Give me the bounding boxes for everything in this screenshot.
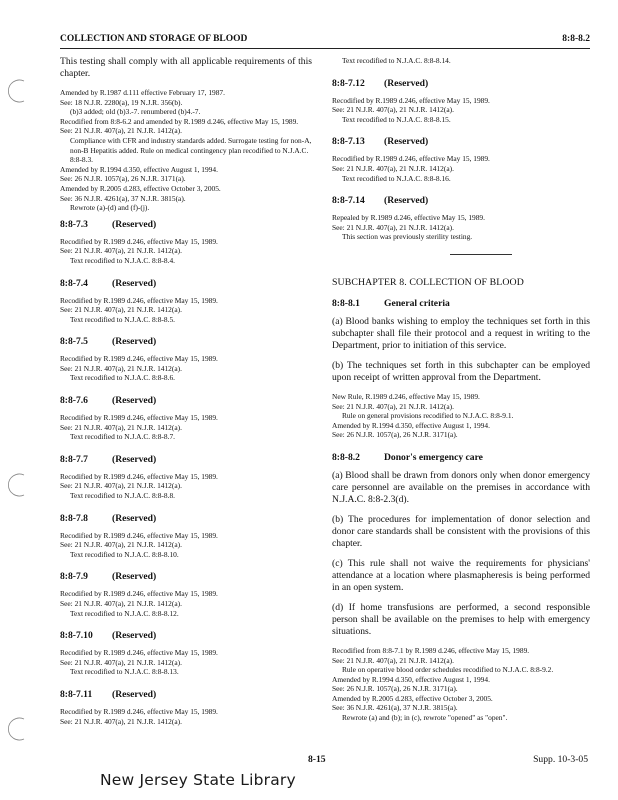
section-heading xyxy=(332,136,590,147)
section-heading xyxy=(60,630,312,641)
history-line: Recodified by R.1989 d.246, effective May 15, 1989. xyxy=(60,706,218,716)
section-number: 8:8-7.10 xyxy=(60,630,93,642)
section-title: (Reserved) xyxy=(112,277,157,289)
section-title: Donor's emergency care xyxy=(384,451,483,463)
history-line: This section was previously sterility testing. xyxy=(342,232,473,242)
history-line: See: 18 N.J.R. 2280(a), 19 N.J.R. 356(b). xyxy=(60,97,183,107)
rule-paragraph: (b) The procedures for implementation of donor selection and donor care standards shall be consistent with the provisions of this chapter. xyxy=(332,513,590,549)
history-line: Text recodified to N.J.A.C. 8:8-8.8. xyxy=(70,491,175,501)
rule-paragraph: (a) Blood shall be drawn from donors only when donor emergency care personnel are available on the premises in accordance with N.J.A.C. 8:8-2.3(d). xyxy=(332,469,590,505)
section-8-8-7-4 xyxy=(60,278,312,325)
section-number: 8:8-7.5 xyxy=(60,336,88,348)
history-note xyxy=(60,648,312,677)
section-title: (Reserved) xyxy=(112,630,157,642)
supplement-date: Supp. 10-3-05 xyxy=(533,754,588,765)
history-line: Amended by R.1987 d.111 effective February 17, 1987. xyxy=(60,88,225,97)
section-number: 8:8-7.4 xyxy=(60,277,88,289)
running-header xyxy=(60,34,590,48)
punch-hole-icon xyxy=(6,78,32,104)
history-line: See: 21 N.J.R. 407(a), 21 N.J.R. 1412(a). xyxy=(60,422,182,432)
history-line: Rewrote (a) and (b); in (c), rewrote "opened" as "open". xyxy=(342,713,508,723)
section-8-8-7-8 xyxy=(60,513,312,560)
history-line: Text recodified to N.J.A.C. 8:8-8.7. xyxy=(70,432,175,442)
history-line: Recodified from 8:8-7.1 by R.1989 d.246, effective May 15, 1989. xyxy=(332,645,530,655)
section-number: 8:8-8.1 xyxy=(332,297,360,309)
section-8-8-7-6 xyxy=(60,395,312,442)
history-line: See: 21 N.J.R. 407(a), 21 N.J.R. 1412(a). xyxy=(332,655,454,665)
section-title: (Reserved) xyxy=(112,688,157,700)
history-line: New Rule, R.1989 d.246, effective May 15, 1989. xyxy=(332,391,480,401)
history-line: Amended by R.1994 d.350, effective August 1, 1994. xyxy=(332,674,490,684)
rule-paragraph: (d) If home transfusions are performed, a second responsible person shall be available on the premises to help with emergency situations. xyxy=(332,601,590,637)
section-title: (Reserved) xyxy=(384,136,429,148)
section-heading xyxy=(60,278,312,289)
section-number: 8:8-7.6 xyxy=(60,395,88,407)
section-8-8-7-9 xyxy=(60,571,312,618)
section-8-8-7-12 xyxy=(332,78,590,125)
history-line: Recodified by R.1989 d.246, effective May 15, 1989. xyxy=(60,471,218,481)
history-line: Amended by R.1994 d.350, effective August 1, 1994. xyxy=(332,420,490,430)
history-line: See: 21 N.J.R. 407(a), 21 N.J.R. 1412(a). xyxy=(60,126,182,136)
history-note xyxy=(332,96,590,125)
history-note xyxy=(332,646,590,723)
section-number: 8:8-7.3 xyxy=(60,218,88,230)
history-line: See: 21 N.J.R. 407(a), 21 N.J.R. 1412(a). xyxy=(60,305,182,315)
history-note xyxy=(60,707,312,726)
section-heading xyxy=(332,78,590,89)
section-8-8-7-7 xyxy=(60,454,312,501)
section-number: 8:8-7.12 xyxy=(332,77,365,89)
rule-paragraph: (a) Blood banks wishing to employ the techniques set forth in this subchapter shall file their protocol and a request in writing to the Department, prior to initiation of this service. xyxy=(332,315,590,351)
section-title: General criteria xyxy=(384,297,450,309)
history-line: Amended by R.2005 d.283, effective October 3, 2005. xyxy=(60,183,221,193)
section-heading xyxy=(60,689,312,700)
history-line: See: 26 N.J.R. 1057(a), 26 N.J.R. 3171(a). xyxy=(332,430,458,440)
section-8-8-7-5 xyxy=(60,336,312,383)
history-line: Text recodified to N.J.A.C. 8:8-8.13. xyxy=(70,667,179,677)
history-line: See: 26 N.J.R. 1057(a), 26 N.J.R. 3171(a). xyxy=(60,174,186,184)
history-note xyxy=(60,531,312,560)
history-line: Text recodified to N.J.A.C. 8:8-8.14. xyxy=(342,56,451,65)
section-number: 8:8-7.13 xyxy=(332,136,365,148)
section-heading xyxy=(60,571,312,582)
history-note xyxy=(60,589,312,618)
section-8-8-7-14 xyxy=(332,195,590,242)
history-note xyxy=(60,413,312,442)
section-number: 8:8-7.14 xyxy=(332,195,365,207)
section-title: (Reserved) xyxy=(112,571,157,583)
history-line: Rewrote (a)-(d) and (f)-(j). xyxy=(70,203,150,213)
history-line: See: 36 N.J.R. 4261(a), 37 N.J.R. 3815(a). xyxy=(60,193,186,203)
right-column xyxy=(332,56,590,735)
section-heading xyxy=(60,454,312,465)
history-line: Text recodified to N.J.A.C. 8:8-8.16. xyxy=(342,173,451,183)
history-note xyxy=(60,354,312,383)
section-divider xyxy=(450,254,512,255)
section-heading xyxy=(60,395,312,406)
history-line: (b)3 added; old (b)3.-7. renumbered (b)4.-7. xyxy=(70,107,201,117)
library-stamp: New Jersey State Library xyxy=(100,771,296,789)
section-title: (Reserved) xyxy=(384,195,429,207)
punch-hole-icon xyxy=(6,716,32,742)
history-line: Amended by R.1994 d.350, effective August 1, 1994. xyxy=(60,164,218,174)
history-line: Recodified by R.1989 d.246, effective May 15, 1989. xyxy=(60,295,218,305)
history-note xyxy=(60,88,312,213)
history-line: Text recodified to N.J.A.C. 8:8-8.4. xyxy=(70,255,175,265)
history-line: See: 36 N.J.R. 4261(a), 37 N.J.R. 3815(a). xyxy=(332,703,458,713)
history-line: See: 21 N.J.R. 407(a), 21 N.J.R. 1412(a). xyxy=(60,363,182,373)
history-line: Recodified by R.1989 d.246, effective May 15, 1989. xyxy=(60,648,218,658)
history-line: Compliance with CFR and industry standards added. Surrogate testing for non-A, non-B Hepatitis added. Rule on medical contingency plan recodified to N.J.A.C. 8:8-8.3. xyxy=(70,135,312,165)
section-heading xyxy=(60,219,312,230)
section-heading xyxy=(332,195,590,206)
history-line: Rule on general provisions recodified to N.J.A.C. 8:8-9.1. xyxy=(342,411,514,421)
header-title: COLLECTION AND STORAGE OF BLOOD xyxy=(60,34,248,44)
section-number: 8:8-7.8 xyxy=(60,512,88,524)
section-8-8-7-3 xyxy=(60,219,312,266)
history-note xyxy=(332,154,590,183)
history-line: Text recodified to N.J.A.C. 8:8-8.5. xyxy=(70,314,175,324)
header-section-ref: 8:8-8.2 xyxy=(562,34,590,44)
section-8-8-7-13 xyxy=(332,136,590,183)
punch-hole-icon xyxy=(6,472,32,498)
history-line: See: 21 N.J.R. 407(a), 21 N.J.R. 1412(a). xyxy=(60,599,182,608)
history-note xyxy=(332,213,590,242)
history-note xyxy=(332,392,590,440)
history-line: Recodified by R.1989 d.246, effective May 15, 1989. xyxy=(60,530,218,540)
section-title: (Reserved) xyxy=(384,77,429,89)
section-title: (Reserved) xyxy=(112,395,157,407)
history-note xyxy=(60,296,312,325)
section-number: 8:8-7.7 xyxy=(60,453,88,465)
history-line: Recodified by R.1989 d.246, effective May 15, 1989. xyxy=(60,236,218,246)
history-note xyxy=(60,472,312,501)
history-line: Text recodified to N.J.A.C. 8:8-8.10. xyxy=(70,549,179,559)
history-note xyxy=(332,56,590,66)
history-line: See: 21 N.J.R. 407(a), 21 N.J.R. 1412(a). xyxy=(332,163,454,173)
history-line: Recodified by R.1989 d.246, effective May 15, 1989. xyxy=(332,154,490,164)
section-number: 8:8-7.11 xyxy=(60,688,93,700)
history-line: See: 21 N.J.R. 407(a), 21 N.J.R. 1412(a). xyxy=(332,401,454,411)
section-title: (Reserved) xyxy=(112,336,157,348)
history-line: Recodified from 8:8-6.2 and amended by R.1989 d.246, effective May 15, 1989. xyxy=(60,116,299,126)
section-8-8-7-10 xyxy=(60,630,312,677)
history-line: Text recodified to N.J.A.C. 8:8-8.15. xyxy=(342,114,451,124)
section-title: (Reserved) xyxy=(112,512,157,524)
page-number: 8-15 xyxy=(308,754,326,765)
history-line: See: 21 N.J.R. 407(a), 21 N.J.R. 1412(a). xyxy=(60,246,182,256)
history-line: See: 21 N.J.R. 407(a), 21 N.J.R. 1412(a). xyxy=(332,105,454,115)
history-line: Recodified by R.1989 d.246, effective May 15, 1989. xyxy=(60,413,218,423)
header-rule xyxy=(60,48,590,49)
section-heading xyxy=(60,513,312,524)
left-column xyxy=(60,56,312,738)
section-number: 8:8-7.9 xyxy=(60,571,88,583)
section-heading xyxy=(332,298,590,309)
history-line: Text recodified to N.J.A.C. 8:8-8.6. xyxy=(70,373,175,383)
section-heading xyxy=(60,336,312,347)
history-line: Amended by R.2005 d.283, effective October 3, 2005. xyxy=(332,693,493,703)
history-line: See: 21 N.J.R. 407(a), 21 N.J.R. 1412(a). xyxy=(60,481,182,491)
section-title: (Reserved) xyxy=(112,218,157,230)
history-note xyxy=(60,237,312,266)
history-line: Text recodified to N.J.A.C. 8:8-8.12. xyxy=(70,608,179,618)
rule-paragraph: (b) The techniques set forth in this subchapter can be employed upon receipt of written approval from the Department. xyxy=(332,359,590,383)
history-line: Rule on operative blood order schedules recodified to N.J.A.C. 8:8-9.2. xyxy=(342,665,554,675)
section-number: 8:8-8.2 xyxy=(332,451,360,463)
section-title: (Reserved) xyxy=(112,453,157,465)
history-line: See: 21 N.J.R. 407(a), 21 N.J.R. 1412(a). xyxy=(332,222,454,232)
section-8-8-7-11 xyxy=(60,689,312,726)
subchapter-heading: SUBCHAPTER 8. COLLECTION OF BLOOD xyxy=(332,276,524,288)
section-8-8-8-2 xyxy=(332,452,590,723)
history-line: Recodified by R.1989 d.246, effective May 15, 1989. xyxy=(60,354,218,364)
history-line: See: 21 N.J.R. 407(a), 21 N.J.R. 1412(a). xyxy=(60,657,182,667)
history-line: Recodified by R.1989 d.246, effective May 15, 1989. xyxy=(332,95,490,105)
history-line: Recodified by R.1989 d.246, effective May 15, 1989. xyxy=(60,589,218,599)
history-line: See: 26 N.J.R. 1057(a), 26 N.J.R. 3171(a). xyxy=(332,684,458,694)
section-8-8-8-1 xyxy=(332,298,590,440)
section-heading xyxy=(332,452,590,463)
history-line: See: 21 N.J.R. 407(a), 21 N.J.R. 1412(a). xyxy=(60,716,182,726)
history-line: Repealed by R.1989 d.246, effective May 15, 1989. xyxy=(332,213,485,223)
intro-paragraph: This testing shall comply with all applicable requirements of this chapter. xyxy=(60,56,312,79)
history-line: See: 21 N.J.R. 407(a), 21 N.J.R. 1412(a). xyxy=(60,540,182,550)
rule-paragraph: (c) This rule shall not waive the requirements for physicians' attendance at a location where plasmapheresis is being performed in an open system. xyxy=(332,557,590,593)
